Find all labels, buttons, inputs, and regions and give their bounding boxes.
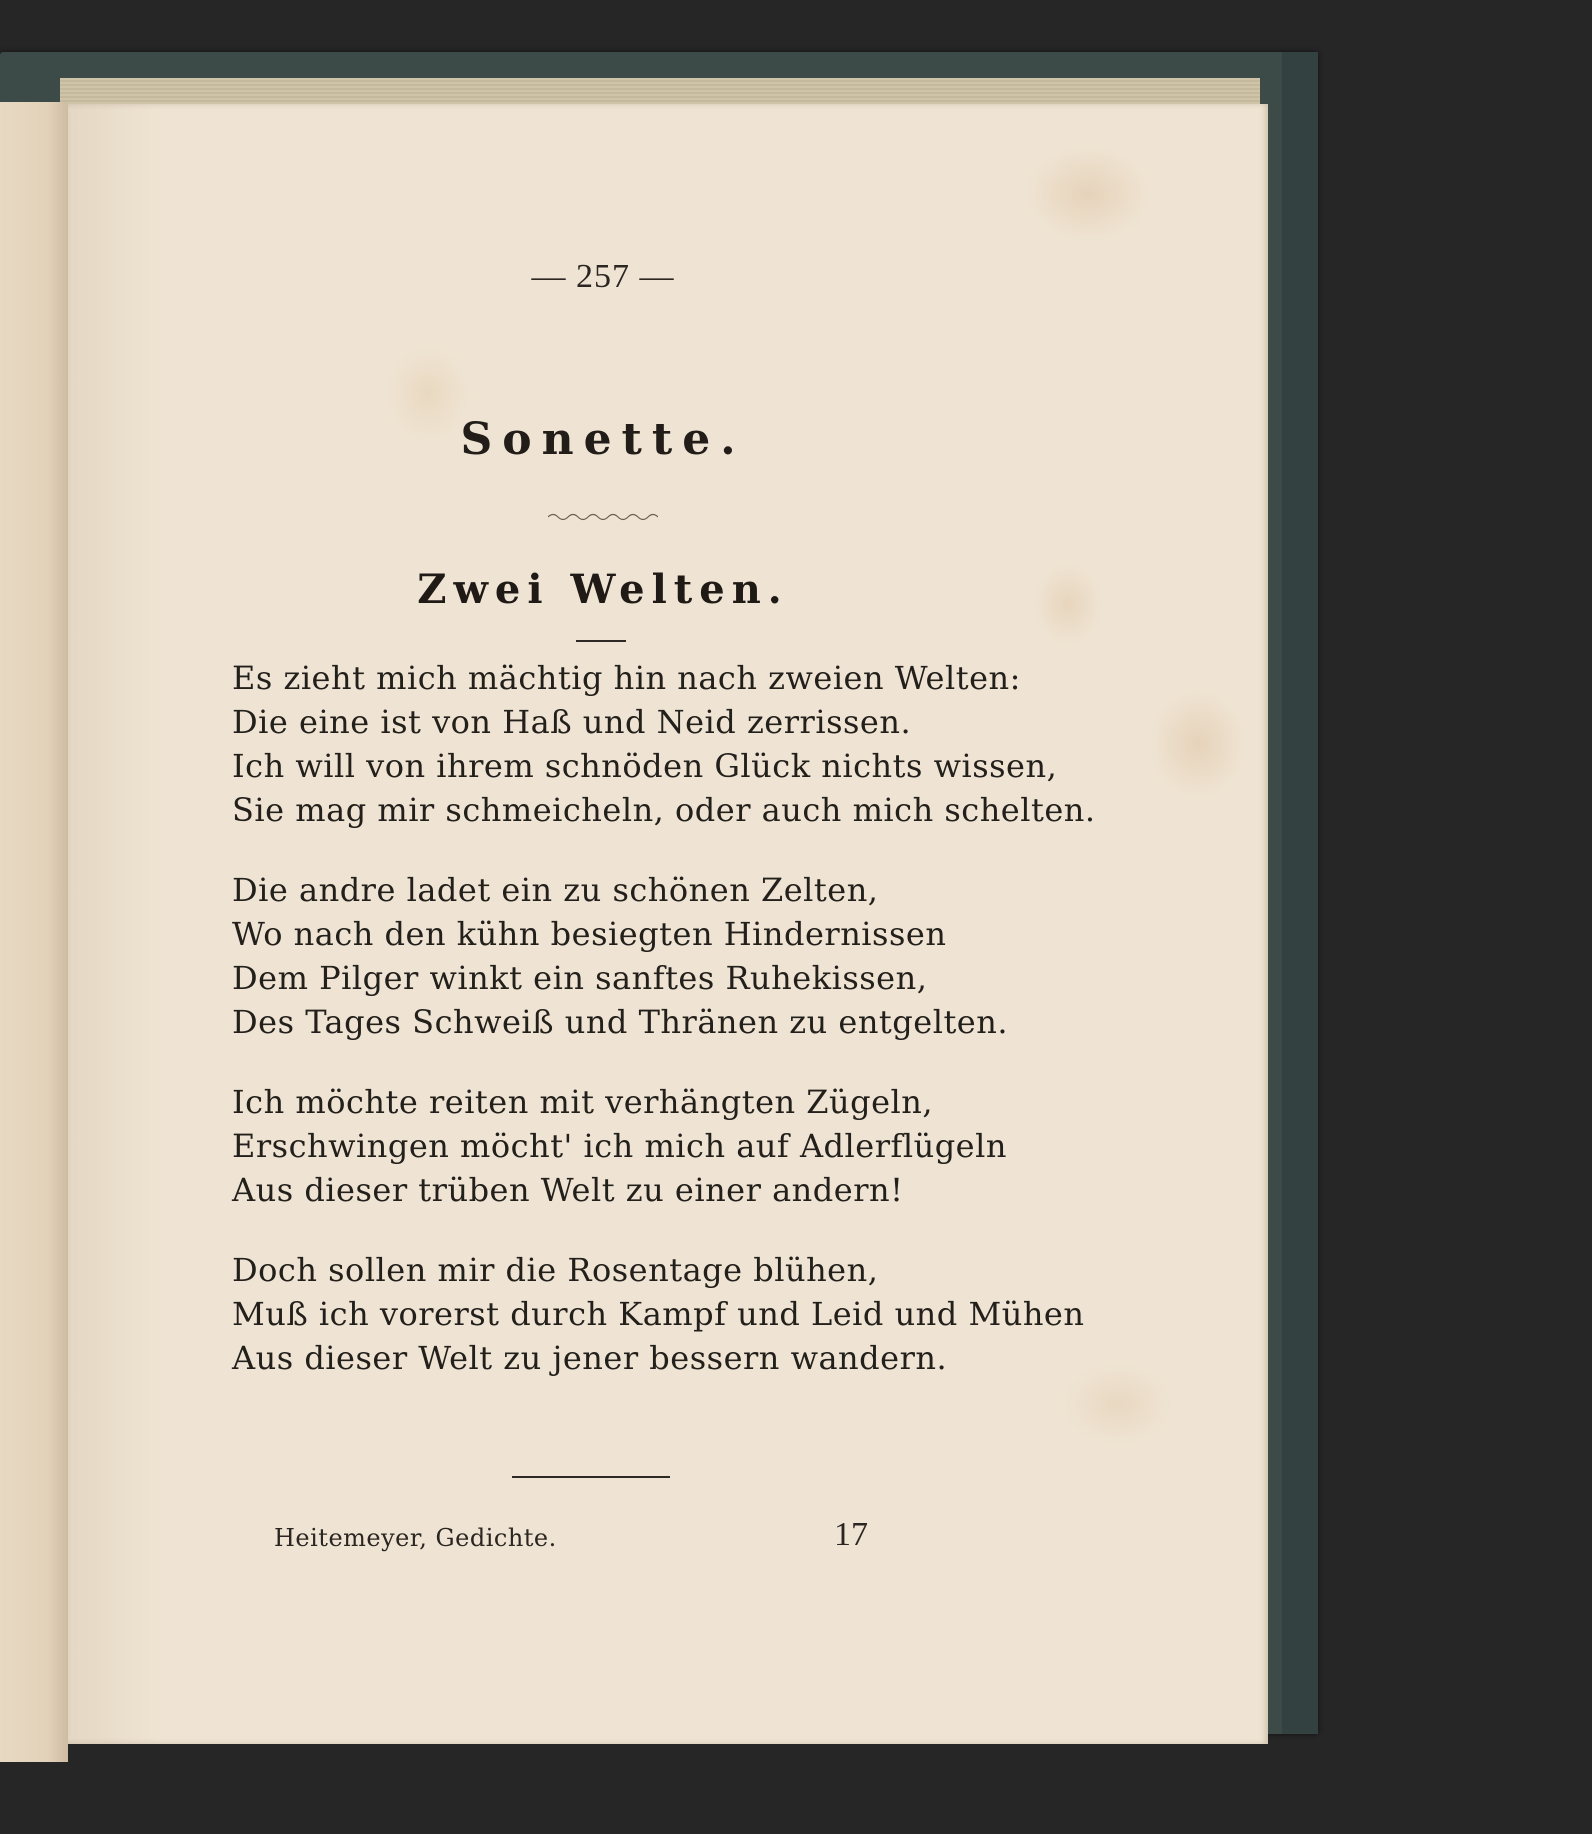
stanza <box>232 868 1132 1044</box>
end-rule <box>512 1476 670 1478</box>
poem-line: Dem Pilger winkt ein sanftes Ruhekissen, <box>232 959 928 997</box>
poem-body <box>232 656 1132 1416</box>
poem-line: Die eine ist von Haß und Neid zerrissen. <box>232 703 912 741</box>
poem-line: Die andre ladet ein zu schönen Zelten, <box>232 871 879 909</box>
left-page-edge <box>0 102 68 1762</box>
poem-title: Zwei Welten. <box>417 566 789 613</box>
book-page <box>68 104 1268 1744</box>
poem-line: Sie mag mir schmeicheln, oder auch mich schelten. <box>232 791 1096 829</box>
stanza <box>232 1080 1132 1212</box>
footer-signature: Heitemeyer, Gedichte. <box>274 1524 557 1552</box>
cover-edge <box>1282 52 1318 1734</box>
section-title: Sonette. <box>460 414 746 465</box>
poem-line: Aus dieser trüben Welt zu einer andern! <box>232 1171 904 1209</box>
stanza <box>232 1248 1132 1380</box>
poem-line: Wo nach den kühn besiegten Hindernissen <box>232 915 947 953</box>
poem-line: Ich möchte reiten mit verhängten Zügeln, <box>232 1083 934 1121</box>
poem-line: Des Tages Schweiß und Thränen zu entgelten. <box>232 1003 1009 1041</box>
stanza <box>232 656 1132 832</box>
poem-line: Erschwingen möcht' ich mich auf Adlerflügeln <box>232 1127 1007 1165</box>
ornament-divider <box>548 512 658 522</box>
poem-line: Aus dieser Welt zu jener bessern wandern. <box>232 1339 948 1377</box>
poem-line: Es zieht mich mächtig hin nach zweien Welten: <box>232 659 1021 697</box>
poem-line: Ich will von ihrem schnöden Glück nichts wissen, <box>232 747 1058 785</box>
poem-line: Muß ich vorerst durch Kampf und Leid und Mühen <box>232 1295 1085 1333</box>
poem-line: Doch sollen mir die Rosentage blühen, <box>232 1251 879 1289</box>
title-rule <box>576 640 626 642</box>
page-number-top: — 257 — <box>531 258 675 295</box>
footer-sheet-number: 17 <box>834 1516 868 1553</box>
